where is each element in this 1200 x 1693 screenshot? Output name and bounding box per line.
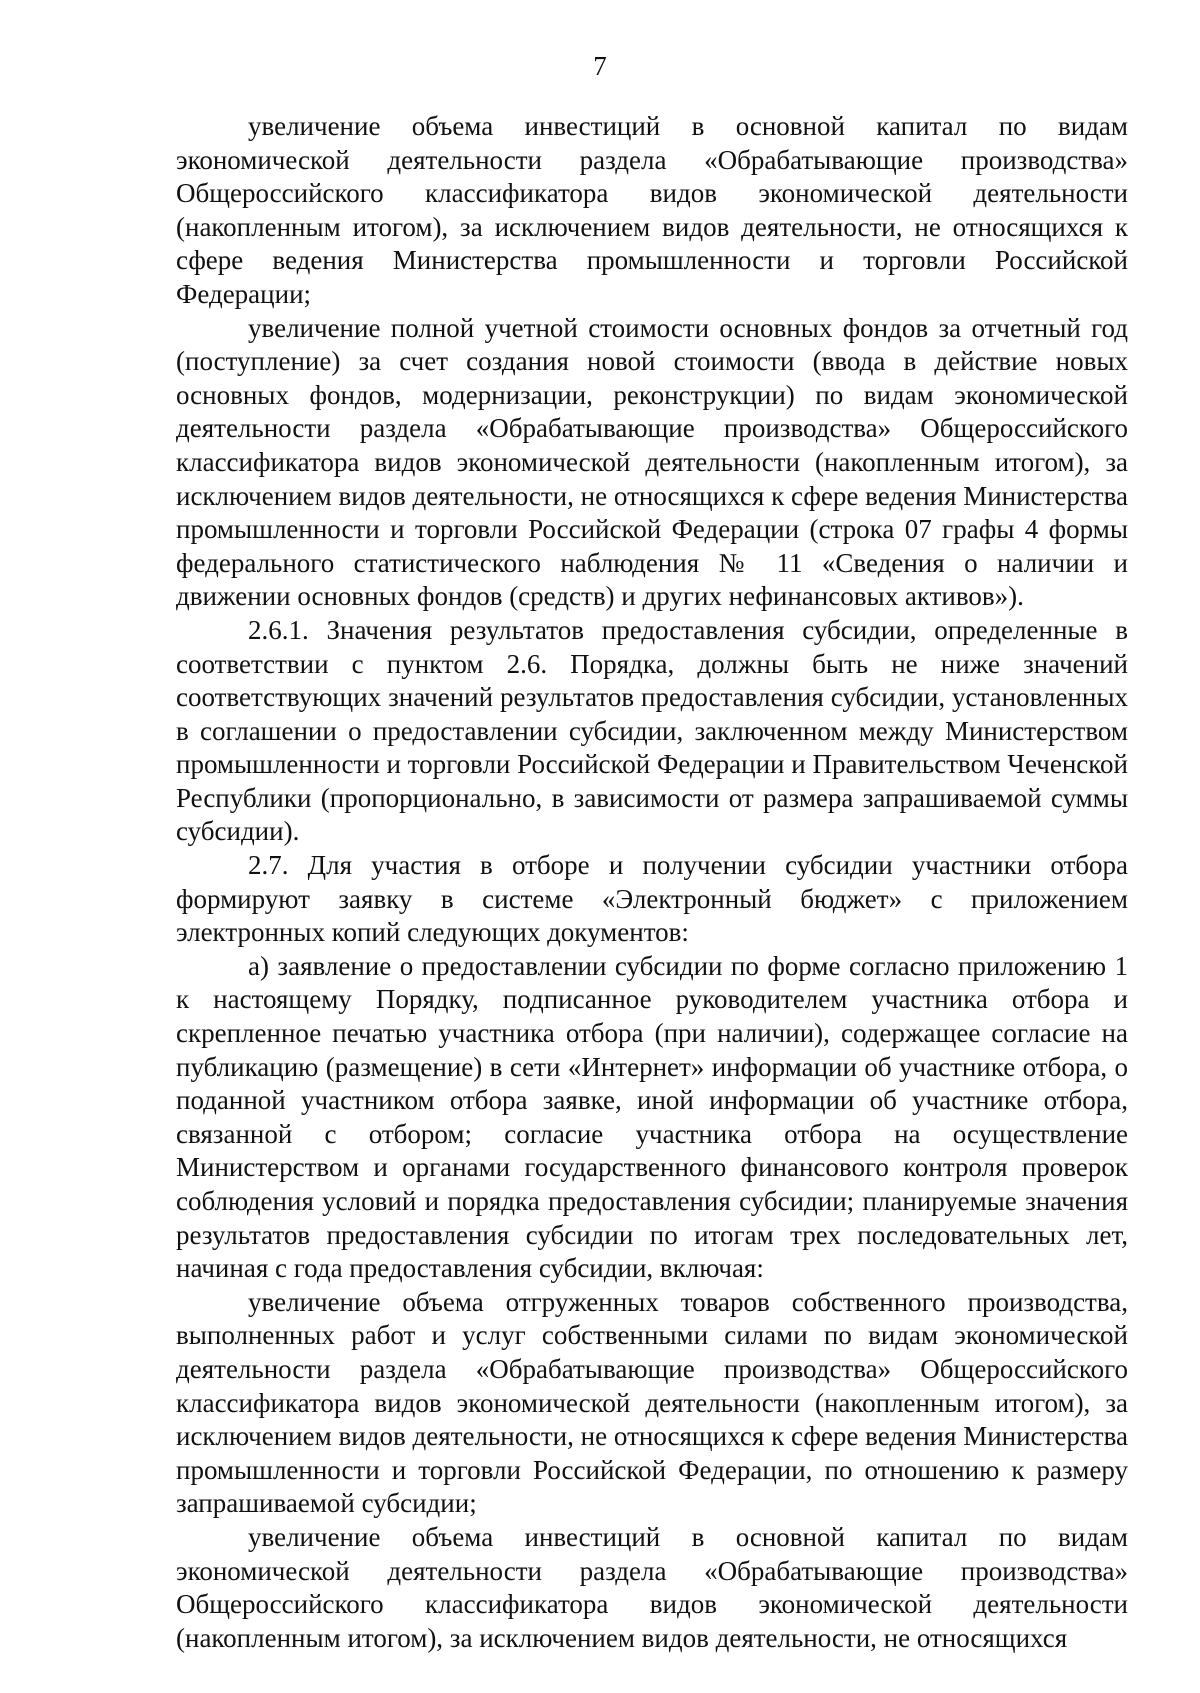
paragraph-fixed-assets-growth: увеличение полной учетной стоимости основных фондов за отчетный год (поступление) за счет создания новой стоимости (ввода в действие новых основных фондов, модернизации, реконструкции) по видам экономической деятельности раздела «Обрабатывающие производства» Общероссийского классификатора видов экономической деятельности (накопленным итогом), за исключением видов деятельности, не относящихся к сфере ведения Министерства промышленности и торговли Российской Федерации (строка 07 графы 4 формы федерального статистического наблюдения № 11 «Сведения о наличии и движении основных фондов (средств) и других нефинансовых активов»). (176, 312, 1128, 612)
document-body (176, 110, 1128, 1655)
paragraph-clause-2-7: 2.7. Для участия в отборе и получении субсидии участники отбора формируют заявку в системе «Электронный бюджет» с приложением электронных копий следующих документов: (176, 850, 1128, 948)
paragraph-clause-2-6-1: 2.6.1. Значения результатов предоставления субсидии, определенные в соответствии с пунктом 2.6. Порядка, должны быть не ниже значений соответствующих значений результатов предоставления субсидии, установленных в соглашении о предоставлении субсидии, заключенном между Министерством промышленности и торговли Российской Федерации и Правительством Чеченской Республики (пропорционально, в зависимости от размера запрашиваемой суммы субсидии). (176, 614, 1128, 847)
paragraph-shipped-goods-growth: увеличение объема отгруженных товаров собственного производства, выполненных работ и услуг собственными силами по видам экономической деятельности раздела «Обрабатывающие производства» Общероссийского классификатора видов экономической деятельности (накопленным итогом), за исключением видов деятельности, не относящихся к сфере ведения Министерства промышленности и торговли Российской Федерации, по отношению к размеру запрашиваемой субсидии; (176, 1286, 1128, 1519)
paragraph-item-a-application: а) заявление о предоставлении субсидии по форме согласно приложению 1 к настоящему Порядку, подписанное руководителем участника отбора и скрепленное печатью участника отбора (при наличии), содержащее согласие на публикацию (размещение) в сети «Интернет» информации об участнике отбора, о поданной участником отбора заявке, иной информации об участнике отбора, связанной с отбором; согласие участника отбора на осуществление Министерством и органами государственного финансового контроля проверок соблюдения условий и порядка предоставления субсидии; планируемые значения результатов предоставления субсидии по итогам трех последовательных лет, начиная с года предоставления субсидии, включая: (176, 950, 1128, 1284)
paragraph-investment-growth-continued: увеличение объема инвестиций в основной капитал по видам экономической деятельности раздела «Обрабатывающие производства» Общероссийского классификатора видов экономической деятельности (накопленным итогом), за исключением видов деятельности, не относящихся (176, 1521, 1128, 1653)
paragraph-investment-growth: увеличение объема инвестиций в основной капитал по видам экономической деятельности раздела «Обрабатывающие производства» Общероссийского классификатора видов экономической деятельности (накопленным итогом), за исключением видов деятельности, не относящихся к сфере ведения Министерства промышленности и торговли Российской Федерации; (176, 111, 1128, 309)
page-number: 7 (593, 51, 607, 81)
